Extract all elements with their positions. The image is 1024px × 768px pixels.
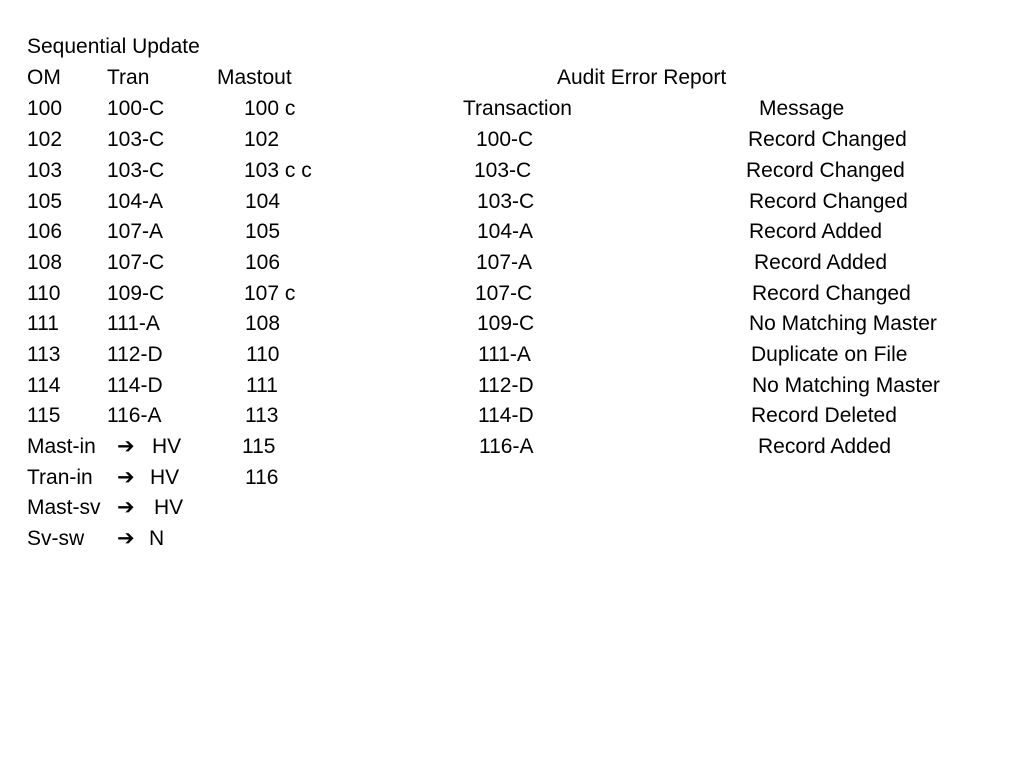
om-value: 102 <box>27 128 63 151</box>
tran-value: 109-C <box>107 282 165 305</box>
status-label: Tran-in <box>27 466 93 489</box>
tran-value: 103-C <box>107 128 165 151</box>
tran-value: 112-D <box>107 343 163 366</box>
om-value: 111 <box>27 312 59 335</box>
header-mastout: Mastout <box>217 66 292 89</box>
mastout-value: 106 <box>245 251 281 274</box>
transaction-value: 116-A <box>479 435 534 458</box>
audit-report-title: Audit Error Report <box>557 66 727 89</box>
transaction-value: 103-C <box>474 159 532 182</box>
om-value: 108 <box>27 251 63 274</box>
message-value: No Matching Master <box>752 374 940 397</box>
status-value: HV <box>150 466 180 489</box>
transaction-value: 114-D <box>478 404 534 427</box>
slide-title: Sequential Update <box>27 35 200 58</box>
mastout-value: 104 <box>245 190 281 213</box>
om-value: 100 <box>27 97 63 120</box>
om-value: 110 <box>27 282 61 305</box>
om-value: 115 <box>27 404 61 427</box>
arrow-right-icon: ➔ <box>117 466 135 489</box>
message-value: Record Added <box>758 435 892 458</box>
transaction-value: 104-A <box>477 220 534 243</box>
status-label: Sv-sw <box>27 527 85 550</box>
mastout-value: 115 <box>242 435 276 458</box>
header-tran: Tran <box>107 66 150 89</box>
tran-value: 100-C <box>107 97 165 120</box>
header-om: OM <box>27 66 61 89</box>
header-message: Message <box>759 97 845 120</box>
tran-value: 103-C <box>107 159 165 182</box>
tran-value: 111-A <box>107 312 160 335</box>
transaction-value: 107-A <box>476 251 533 274</box>
header-transaction: Transaction <box>463 97 572 120</box>
arrow-right-icon: ➔ <box>117 527 135 550</box>
status-label: Mast-in <box>27 435 96 458</box>
status-value: HV <box>154 496 184 519</box>
message-value: Duplicate on File <box>751 343 908 366</box>
om-value: 103 <box>27 159 63 182</box>
mastout-value: 103 c c <box>244 159 312 182</box>
mastout-value: 116 <box>245 466 279 489</box>
message-value: Record Changed <box>746 159 905 182</box>
message-value: Record Added <box>754 251 888 274</box>
om-value: 105 <box>27 190 63 213</box>
status-value: HV <box>152 435 182 458</box>
message-value: Record Changed <box>748 128 907 151</box>
tran-value: 107-A <box>107 220 164 243</box>
mastout-value: 113 <box>245 404 279 427</box>
tran-value: 116-A <box>107 404 162 427</box>
tran-value: 104-A <box>107 190 164 213</box>
message-value: Record Changed <box>749 190 908 213</box>
om-value: 113 <box>27 343 61 366</box>
mastout-value: 107 c <box>244 282 296 305</box>
transaction-value: 109-C <box>477 312 535 335</box>
arrow-right-icon: ➔ <box>117 435 135 458</box>
tran-value: 114-D <box>107 374 163 397</box>
transaction-value: 112-D <box>478 374 534 397</box>
mastout-value: 105 <box>245 220 281 243</box>
tran-value: 107-C <box>107 251 165 274</box>
mastout-value: 102 <box>244 128 280 151</box>
message-value: No Matching Master <box>749 312 937 335</box>
om-value: 106 <box>27 220 63 243</box>
message-value: Record Added <box>749 220 883 243</box>
mastout-value: 111 <box>246 374 278 397</box>
status-label: Mast-sv <box>27 496 101 519</box>
mastout-value: 110 <box>246 343 280 366</box>
mastout-value: 108 <box>245 312 281 335</box>
transaction-value: 111-A <box>478 343 531 366</box>
om-value: 114 <box>27 374 61 397</box>
transaction-value: 103-C <box>477 190 535 213</box>
message-value: Record Deleted <box>751 404 897 427</box>
transaction-value: 100-C <box>476 128 534 151</box>
arrow-right-icon: ➔ <box>117 496 135 519</box>
message-value: Record Changed <box>752 282 911 305</box>
status-value: N <box>149 527 165 550</box>
transaction-value: 107-C <box>475 282 533 305</box>
mastout-value: 100 c <box>244 97 296 120</box>
